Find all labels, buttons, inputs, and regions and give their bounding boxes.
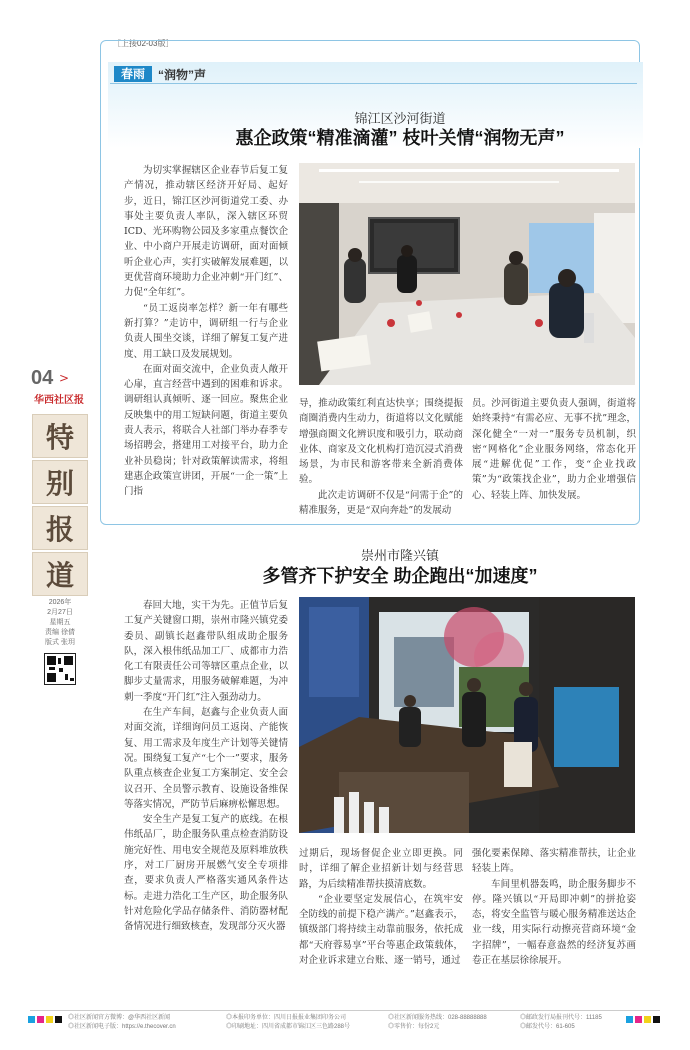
- section-char-1: 特: [32, 414, 88, 458]
- qr-code[interactable]: [44, 653, 76, 685]
- article-body-col2: 过期后，现场督促企业立即更换。同时，详细了解企业招新计划与经营思路，为后续精准帮扶摸清底数。 “企业要坚定发展信心，在筑牢安全防线的前提下稳产满产。”赵鑫表示，镇级部门将持续主动靠前服务，依托成都“天府蓉易享”平台等惠企政策载体，对企业诉求建立台账、逐一销号，通过: [299, 848, 463, 967]
- column-divider: [110, 83, 637, 84]
- article-subhead: 锦江区沙河街道: [354, 111, 446, 126]
- section-char-3: 报: [32, 506, 88, 550]
- footer-col: ◎本报印务单位：四川日报报业集团印务公司 ◎印刷地址：四川省成都市锦江区三色路288号: [226, 1015, 351, 1030]
- paper-name: 华西社区报: [34, 395, 84, 406]
- article-body-col2: 导，推动政策红利直达快享；围绕提振商圈消费内生动力，街道将以文化赋能增强商圈文化辨识度和吸引力，联动商业体、商家及文化机构打造沉浸式消费场景，为市民和游客带来全新消费体验。 此次走访调研不仅是“问需于企”的精准服务，更是“双向奔赴”的发展动: [299, 398, 463, 517]
- factory-photo: [299, 597, 635, 833]
- date-line: 责编 徐倩: [45, 629, 75, 636]
- article-body-col3: 员。沙河街道主要负责人强调，街道将始终秉持“有需必应、无事不扰”理念，深化健全“一对一”服务专员机制，织密“网格化”企业服务网络，常态化开展“进解优促”工作，变“企业找政策”为“政策找企业”，助力企业增强信心、轻装上阵、加快发展。: [472, 398, 636, 501]
- article-subhead: 崇州市隆兴镇: [360, 548, 439, 563]
- footer-col: ◎社区新闻官方微博：@华西社区新闻 ◎社区新闻电子版：https://e.thecover.cn: [68, 1015, 176, 1030]
- article-headline: 惠企政策“精准滴灌” 枝叶关情“润物无声”: [235, 128, 565, 148]
- footer-divider: [30, 1010, 660, 1011]
- footer-col: ◎邮政发行局报刊代号：11185 ◎邮发代号：61-605: [520, 1015, 602, 1030]
- column-badge: 春雨: [114, 66, 152, 82]
- continuation-tag: ［上接02-03版］: [113, 39, 174, 48]
- meeting-photo: [299, 163, 635, 385]
- article-body-col1: 春回大地，实干为先。正值节后复工复产关键窗口期，崇州市隆兴镇党委委员、副镇长赵鑫带队组成助企服务队，深入根伟纸品加工厂、成都市力浩化工有限责任公司等辖区重点企业，以脚步丈量需求，用服务破解难题，为冲刺一季度“开门红”注入强劲动力。 在生产车间，赵鑫与企业负责人面对面交流，详细询问员工返岗、产能恢复、用工需求及年度生产计划等关键情况。围绕复工复产“七个一”要求，服务队重点核查企业复工方案制定、安全会议召开、全员警示教育、设施设备维保等落实情况，严防节后麻痹松懈思想。 安全生产是复工复产的底线。在根伟纸品厂，助企服务队重点检查消防设施完好性、用电安全规范及原料堆放秩序，对工厂厨房开展燃气安全专项排查，要求负责人严格落实通风条件达标。走进力浩化工生产区，助企服务队针对危险化学品存储条件、消防器材配备情况进行细致核查，发现部分灭火器: [124, 600, 288, 933]
- date-line: 版式 张玥: [45, 639, 75, 646]
- article-headline: 多管齐下护安全 助企跑出“加速度”: [262, 566, 538, 586]
- color-bar-right: [626, 1016, 662, 1023]
- page-number: 04: [31, 367, 54, 389]
- article-body-col1: 为切实掌握辖区企业春节后复工复产情况，推动辖区经济开好局、起好步，近日，锦江区沙河街道党工委、办事处主要负责人率队，深入辖区环贸ICD、光环购物公园及多家重点餐饮企业、中小商户开展走访调研，面对面倾听企业心声，实打实破解发展难题，以更优营商环境助力企业冲刺“开门红”、力促“全年红”。 “员工返岗率怎样？新一年有哪些新打算？”走访中，调研组一行与企业负责人围坐交谈，详细了解复工复产进度、用工缺口及发展规划。 在面对面交流中，企业负责人敞开心扉，直言经营中遇到的困难和诉求。调研组认真倾听、逐一回应。聚焦企业反映集中的用工短缺问题，街道主要负责人表示，将联合人社部门举办春季专场招聘会，搭建用工对接平台，助力企业补员稳岗；针对政策解读需求，将组建惠企政策宣讲团，开展“一企一策”上门指: [124, 165, 288, 498]
- date-line: 星期五: [49, 619, 71, 626]
- color-bar-left: [28, 1016, 64, 1023]
- article-body-col3: 强化要素保障、落实精准帮扶，让企业轻装上阵。 车间里机器轰鸣，助企服务脚步不停。隆兴镇以“开局即冲刺”的拼抢姿态，将安全监管与暖心服务精准送达企业一线，用实际行动擦亮营商环境“金字招牌”，一幅春意盎然的经济复苏画卷正在基层徐徐展开。: [472, 848, 636, 967]
- chevron-right-icon: >: [59, 371, 70, 385]
- column-title: “润物”声: [158, 68, 207, 82]
- section-char-4: 道: [32, 552, 88, 596]
- date-line: 2026年: [48, 599, 72, 606]
- date-line: 2月27日: [47, 609, 73, 616]
- footer-col: ◎社区新闻服务热线：028-88888888 ◎零售价：每份2元: [388, 1015, 487, 1030]
- section-char-2: 别: [32, 460, 88, 504]
